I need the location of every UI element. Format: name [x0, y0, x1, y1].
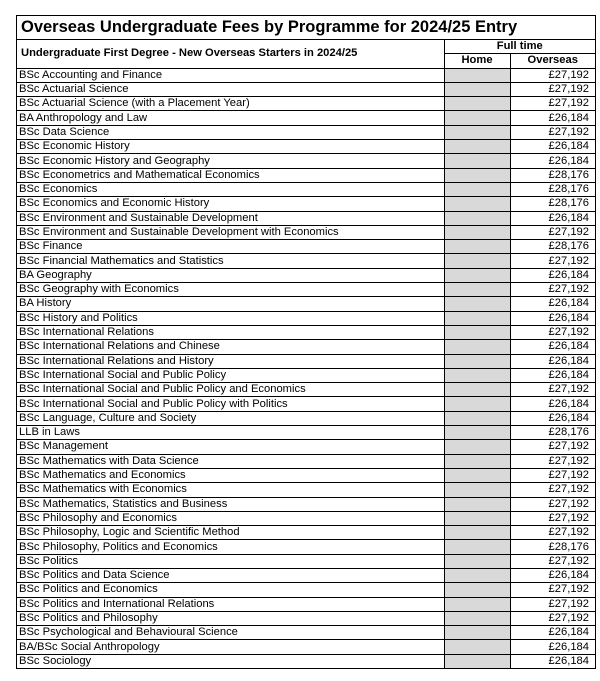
home-fee-cell — [444, 654, 510, 668]
table-row — [17, 325, 595, 339]
home-fee-cell — [444, 511, 510, 525]
table-row — [17, 154, 595, 168]
table-row — [17, 354, 595, 368]
table-row — [17, 383, 595, 397]
overseas-fee: £26,184 — [510, 297, 595, 311]
programme-name: BSc Language, Culture and Society — [17, 411, 444, 425]
overseas-fee: £26,184 — [510, 397, 595, 411]
programme-name: BSc Actuarial Science (with a Placement Year) — [17, 97, 444, 111]
fees-table — [17, 40, 595, 668]
home-fee-cell — [444, 540, 510, 554]
programme-name: BSc Politics and Philosophy — [17, 611, 444, 625]
overseas-fee: £27,192 — [510, 611, 595, 625]
home-fee-cell — [444, 225, 510, 239]
home-fee-cell — [444, 454, 510, 468]
programme-name: BA Anthropology and Law — [17, 111, 444, 125]
overseas-fee: £28,176 — [510, 168, 595, 182]
overseas-fee: £27,192 — [510, 454, 595, 468]
table-row — [17, 254, 595, 268]
home-fee-cell — [444, 483, 510, 497]
programme-name: BSc Financial Mathematics and Statistics — [17, 254, 444, 268]
overseas-fee: £27,192 — [510, 68, 595, 82]
table-row — [17, 540, 595, 554]
table-row — [17, 311, 595, 325]
home-fee-cell — [444, 168, 510, 182]
programme-name: BSc Data Science — [17, 125, 444, 139]
home-fee-cell — [444, 82, 510, 96]
home-fee-cell — [444, 182, 510, 196]
programme-name: BSc International Relations and History — [17, 354, 444, 368]
overseas-fee: £27,192 — [510, 82, 595, 96]
table-row — [17, 554, 595, 568]
table-row — [17, 397, 595, 411]
table-row — [17, 568, 595, 582]
home-fee-cell — [444, 411, 510, 425]
home-fee-cell — [444, 368, 510, 382]
programme-name: BSc Economic History — [17, 140, 444, 154]
overseas-fee: £27,192 — [510, 440, 595, 454]
overseas-fee: £26,184 — [510, 111, 595, 125]
overseas-fee: £26,184 — [510, 626, 595, 640]
programme-name: BSc Politics and Data Science — [17, 568, 444, 582]
home-fee-cell — [444, 283, 510, 297]
programme-name: LLB in Laws — [17, 426, 444, 440]
home-fee-cell — [444, 240, 510, 254]
home-fee-cell — [444, 354, 510, 368]
overseas-fee: £26,184 — [510, 154, 595, 168]
programme-name: BA History — [17, 297, 444, 311]
overseas-fee: £26,184 — [510, 268, 595, 282]
programme-name: BSc Econometrics and Mathematical Economics — [17, 168, 444, 182]
programme-name: BA/BSc Social Anthropology — [17, 640, 444, 654]
fee-sheet — [16, 15, 596, 669]
header-row-1 — [17, 40, 595, 54]
table-row — [17, 654, 595, 668]
programme-name: BSc Economics and Economic History — [17, 197, 444, 211]
table-row — [17, 197, 595, 211]
home-fee-cell — [444, 397, 510, 411]
table-row — [17, 182, 595, 196]
table-row — [17, 168, 595, 182]
overseas-fee: £28,176 — [510, 540, 595, 554]
overseas-fee: £28,176 — [510, 197, 595, 211]
home-fee-cell — [444, 340, 510, 354]
overseas-fee: £26,184 — [510, 411, 595, 425]
programme-name: BSc Politics and Economics — [17, 583, 444, 597]
table-row — [17, 211, 595, 225]
table-row — [17, 125, 595, 139]
programme-name: BSc Politics and International Relations — [17, 597, 444, 611]
home-fee-cell — [444, 297, 510, 311]
home-fee-cell — [444, 97, 510, 111]
overseas-fee: £27,192 — [510, 554, 595, 568]
overseas-fee: £28,176 — [510, 426, 595, 440]
table-row — [17, 454, 595, 468]
programme-name: BSc Politics — [17, 554, 444, 568]
programme-name: BSc Mathematics, Statistics and Business — [17, 497, 444, 511]
table-row — [17, 483, 595, 497]
full-time-header: Full time — [444, 40, 595, 54]
home-fee-cell — [444, 440, 510, 454]
overseas-fee: £26,184 — [510, 140, 595, 154]
home-fee-cell — [444, 497, 510, 511]
table-row — [17, 82, 595, 96]
table-row — [17, 68, 595, 82]
overseas-fee: £27,192 — [510, 526, 595, 540]
overseas-fee: £27,192 — [510, 583, 595, 597]
home-fee-cell — [444, 626, 510, 640]
overseas-fee: £26,184 — [510, 340, 595, 354]
home-fee-cell — [444, 211, 510, 225]
overseas-column-header: Overseas — [510, 54, 595, 68]
home-fee-cell — [444, 140, 510, 154]
overseas-fee: £26,184 — [510, 211, 595, 225]
table-row — [17, 297, 595, 311]
programme-name: BSc Management — [17, 440, 444, 454]
home-fee-cell — [444, 154, 510, 168]
page-title: Overseas Undergraduate Fees by Programme for 2024/25 Entry — [17, 16, 595, 40]
overseas-fee: £27,192 — [510, 97, 595, 111]
home-column-header: Home — [444, 54, 510, 68]
table-row — [17, 340, 595, 354]
home-fee-cell — [444, 197, 510, 211]
programme-name: BSc International Social and Public Policy — [17, 368, 444, 382]
table-row — [17, 611, 595, 625]
programme-name: BSc Mathematics and Economics — [17, 468, 444, 482]
programme-name: BSc International Social and Public Policy and Economics — [17, 383, 444, 397]
table-row — [17, 411, 595, 425]
table-row — [17, 597, 595, 611]
home-fee-cell — [444, 268, 510, 282]
programme-name: BSc Environment and Sustainable Development — [17, 211, 444, 225]
programme-name: BSc Sociology — [17, 654, 444, 668]
overseas-fee: £27,192 — [510, 254, 595, 268]
table-row — [17, 640, 595, 654]
home-fee-cell — [444, 554, 510, 568]
programme-name: BSc Accounting and Finance — [17, 68, 444, 82]
home-fee-cell — [444, 383, 510, 397]
overseas-fee: £27,192 — [510, 325, 595, 339]
overseas-fee: £26,184 — [510, 311, 595, 325]
overseas-fee: £28,176 — [510, 182, 595, 196]
overseas-fee: £26,184 — [510, 640, 595, 654]
programme-name: BSc Philosophy, Logic and Scientific Method — [17, 526, 444, 540]
home-fee-cell — [444, 640, 510, 654]
overseas-fee: £27,192 — [510, 225, 595, 239]
programme-name: BSc International Social and Public Policy with Politics — [17, 397, 444, 411]
table-row — [17, 626, 595, 640]
home-fee-cell — [444, 468, 510, 482]
programme-name: BSc Economics — [17, 182, 444, 196]
table-row — [17, 111, 595, 125]
programme-name: BSc Mathematics with Economics — [17, 483, 444, 497]
overseas-fee: £27,192 — [510, 483, 595, 497]
overseas-fee: £27,192 — [510, 383, 595, 397]
programme-name: BSc Economic History and Geography — [17, 154, 444, 168]
programme-name: BSc Environment and Sustainable Development with Economics — [17, 225, 444, 239]
home-fee-cell — [444, 611, 510, 625]
overseas-fee: £27,192 — [510, 283, 595, 297]
table-row — [17, 283, 595, 297]
programme-name: BSc Philosophy, Politics and Economics — [17, 540, 444, 554]
table-row — [17, 268, 595, 282]
table-row — [17, 225, 595, 239]
overseas-fee: £27,192 — [510, 597, 595, 611]
overseas-fee: £26,184 — [510, 354, 595, 368]
table-row — [17, 497, 595, 511]
programme-name: BSc Mathematics with Data Science — [17, 454, 444, 468]
home-fee-cell — [444, 526, 510, 540]
programme-name: BSc Psychological and Behavioural Science — [17, 626, 444, 640]
table-row — [17, 440, 595, 454]
table-row — [17, 140, 595, 154]
section-header: Undergraduate First Degree - New Overseas Starters in 2024/25 — [17, 40, 444, 68]
home-fee-cell — [444, 125, 510, 139]
table-row — [17, 583, 595, 597]
programme-name: BSc Actuarial Science — [17, 82, 444, 96]
table-row — [17, 468, 595, 482]
table-row — [17, 526, 595, 540]
programme-name: BSc Finance — [17, 240, 444, 254]
programme-name: BSc Philosophy and Economics — [17, 511, 444, 525]
overseas-fee: £27,192 — [510, 125, 595, 139]
overseas-fee: £26,184 — [510, 568, 595, 582]
home-fee-cell — [444, 597, 510, 611]
overseas-fee: £28,176 — [510, 240, 595, 254]
home-fee-cell — [444, 68, 510, 82]
overseas-fee: £27,192 — [510, 468, 595, 482]
overseas-fee: £26,184 — [510, 654, 595, 668]
table-row — [17, 368, 595, 382]
table-row — [17, 97, 595, 111]
programme-name: BA Geography — [17, 268, 444, 282]
table-row — [17, 240, 595, 254]
programme-name: BSc International Relations — [17, 325, 444, 339]
overseas-fee: £27,192 — [510, 511, 595, 525]
table-row — [17, 426, 595, 440]
overseas-fee: £27,192 — [510, 497, 595, 511]
overseas-fee: £26,184 — [510, 368, 595, 382]
programme-name: BSc Geography with Economics — [17, 283, 444, 297]
home-fee-cell — [444, 111, 510, 125]
home-fee-cell — [444, 583, 510, 597]
table-row — [17, 511, 595, 525]
home-fee-cell — [444, 426, 510, 440]
home-fee-cell — [444, 568, 510, 582]
home-fee-cell — [444, 311, 510, 325]
home-fee-cell — [444, 325, 510, 339]
home-fee-cell — [444, 254, 510, 268]
programme-name: BSc History and Politics — [17, 311, 444, 325]
programme-name: BSc International Relations and Chinese — [17, 340, 444, 354]
